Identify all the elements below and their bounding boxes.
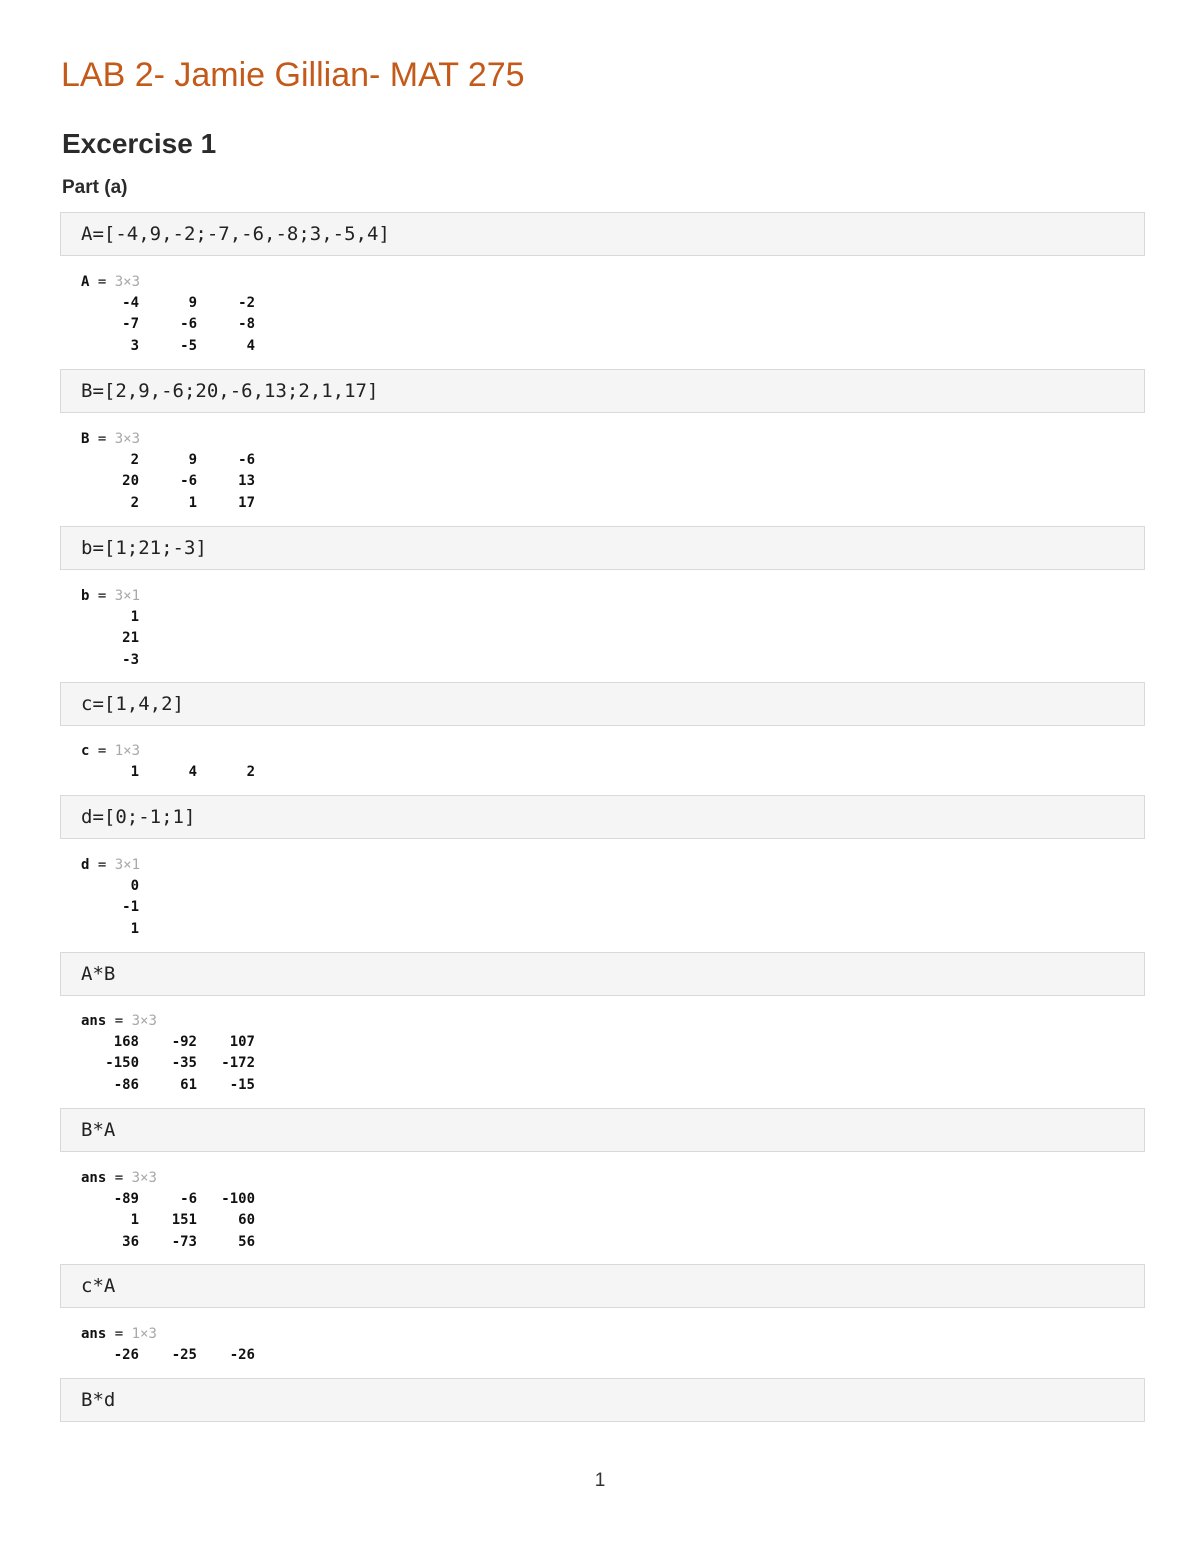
matrix-cell: -6 (180, 1191, 197, 1207)
code-text: B=[2,9,-6;20,-6,13;2,1,17] (81, 380, 379, 402)
matrix-cell: -35 (171, 1055, 197, 1072)
matrix-row (81, 293, 255, 314)
matrix-cell: -1 (122, 899, 139, 916)
matrix-output (81, 876, 139, 940)
matrix-output (81, 607, 139, 671)
output-variable: c (81, 743, 90, 759)
output-header (81, 429, 255, 450)
matrix-row (81, 450, 255, 471)
matrix-row (81, 628, 139, 649)
matrix-row (81, 1189, 255, 1210)
matrix-cell: 56 (238, 1233, 255, 1250)
output-dimension: 3×1 (114, 588, 141, 604)
output-equals: = (89, 431, 115, 447)
matrix-row (81, 493, 255, 514)
matrix-cell: 9 (188, 452, 197, 468)
output-equals: = (89, 588, 115, 604)
output-cell (81, 429, 255, 514)
output-variable: ans (81, 1170, 107, 1186)
matrix-cell: -2 (238, 295, 255, 311)
output-cell (81, 855, 140, 940)
page-number: 1 (594, 1470, 606, 1491)
matrix-cell: -26 (113, 1347, 139, 1363)
matrix-row (81, 919, 139, 940)
matrix-cell: 21 (122, 630, 139, 647)
matrix-cell: -6 (180, 316, 197, 333)
matrix-row (81, 1345, 255, 1366)
matrix-cell: 168 (113, 1034, 139, 1050)
matrix-cell: -3 (122, 651, 139, 668)
code-cell[interactable] (60, 1108, 1145, 1152)
matrix-row (81, 1232, 255, 1253)
matrix-cell: 1 (130, 764, 139, 780)
matrix-cell: -7 (122, 316, 139, 333)
matrix-row (81, 471, 255, 492)
matrix-cell: -92 (171, 1034, 197, 1050)
matrix-cell: -150 (105, 1055, 139, 1072)
matrix-row (81, 607, 139, 628)
matrix-cell: 2 (130, 494, 139, 511)
matrix-row (81, 1053, 255, 1074)
output-variable: ans (81, 1326, 107, 1342)
output-dimension: 1×3 (131, 1326, 157, 1342)
matrix-cell: -8 (238, 316, 255, 333)
matrix-row (81, 1032, 255, 1053)
code-cell[interactable] (60, 1378, 1145, 1422)
matrix-row (81, 897, 139, 918)
matrix-cell: -26 (229, 1347, 255, 1363)
matrix-cell: 4 (246, 337, 255, 354)
matrix-cell: -86 (113, 1076, 139, 1093)
subsection-heading: Part (a) (62, 177, 128, 198)
output-dimension: 3×3 (114, 274, 141, 290)
matrix-cell: 1 (130, 920, 139, 937)
matrix-cell: -4 (122, 295, 139, 311)
output-dimension: 1×3 (114, 743, 141, 759)
matrix-cell: -15 (229, 1076, 255, 1093)
output-variable: d (81, 857, 90, 873)
output-header (81, 741, 255, 762)
matrix-cell: -89 (113, 1191, 139, 1207)
output-equals: = (106, 1326, 132, 1342)
output-dimension: 3×1 (114, 857, 141, 873)
output-dimension: 3×3 (131, 1170, 157, 1186)
matrix-cell: -25 (171, 1347, 197, 1363)
matrix-output (81, 450, 255, 514)
matrix-row (81, 876, 139, 897)
matrix-cell: -6 (238, 452, 255, 468)
code-text: A*B (81, 963, 116, 985)
output-header (81, 272, 255, 293)
code-cell[interactable] (60, 952, 1145, 996)
matrix-cell: -172 (221, 1055, 255, 1072)
output-dimension: 3×3 (114, 431, 141, 447)
document-title: LAB 2- Jamie Gillian- MAT 275 (61, 56, 525, 94)
code-cell[interactable] (60, 795, 1145, 839)
matrix-cell: -6 (180, 473, 197, 490)
code-text: b=[1;21;-3] (81, 537, 207, 559)
matrix-output (81, 1345, 255, 1366)
matrix-cell: 20 (122, 473, 139, 490)
matrix-cell: 107 (229, 1034, 255, 1050)
matrix-row (81, 762, 255, 783)
output-header (81, 1324, 255, 1345)
output-equals: = (89, 274, 115, 290)
matrix-cell: -100 (221, 1191, 255, 1207)
output-cell (81, 1324, 255, 1366)
code-text: c=[1,4,2] (81, 693, 184, 715)
output-equals: = (106, 1170, 132, 1186)
matrix-output (81, 1032, 255, 1096)
matrix-row (81, 314, 255, 335)
matrix-cell: 0 (130, 878, 139, 894)
matrix-cell: 1 (130, 609, 139, 625)
code-text: B*A (81, 1119, 116, 1141)
output-variable: B (81, 431, 90, 447)
matrix-row (81, 336, 255, 357)
output-header (81, 855, 140, 876)
output-cell (81, 272, 255, 357)
code-text: d=[0;-1;1] (81, 806, 196, 828)
matrix-row (81, 1075, 255, 1096)
matrix-cell: 3 (130, 337, 139, 354)
matrix-cell: -73 (171, 1233, 197, 1250)
output-equals: = (89, 857, 115, 873)
matrix-row (81, 650, 139, 671)
matrix-cell: 2 (130, 452, 139, 468)
matrix-cell: 1 (130, 1212, 139, 1229)
code-cell[interactable] (60, 212, 1145, 256)
matrix-output (81, 1189, 255, 1253)
code-cell[interactable] (60, 1264, 1145, 1308)
matrix-cell: 61 (180, 1076, 197, 1093)
matrix-cell: 1 (188, 494, 197, 511)
output-cell (81, 1168, 255, 1253)
output-header (81, 1168, 255, 1189)
matrix-cell: 4 (188, 764, 197, 780)
matrix-cell: 2 (246, 764, 255, 780)
output-equals: = (89, 743, 115, 759)
code-text: A=[-4,9,-2;-7,-6,-8;3,-5,4] (81, 223, 390, 245)
matrix-cell: 60 (238, 1212, 255, 1229)
output-cell (81, 1011, 255, 1096)
output-equals: = (106, 1013, 132, 1029)
matrix-output (81, 293, 255, 357)
output-variable: b (81, 588, 90, 604)
matrix-cell: 36 (122, 1233, 139, 1250)
code-text: c*A (81, 1275, 116, 1297)
code-cell[interactable] (60, 682, 1145, 726)
output-header (81, 1011, 255, 1032)
output-variable: A (81, 274, 90, 290)
output-variable: ans (81, 1013, 107, 1029)
matrix-row (81, 1210, 255, 1231)
section-heading: Excercise 1 (62, 128, 217, 159)
matrix-cell: 17 (238, 494, 255, 511)
matrix-cell: 13 (238, 473, 255, 490)
matrix-cell: 151 (171, 1212, 197, 1229)
matrix-cell: 9 (188, 295, 197, 311)
code-cell[interactable] (60, 526, 1145, 570)
code-text: B*d (81, 1389, 116, 1411)
matrix-output (81, 762, 255, 783)
output-cell (81, 741, 255, 783)
code-cell[interactable] (60, 369, 1145, 413)
output-header (81, 586, 140, 607)
output-cell (81, 586, 140, 671)
matrix-cell: -5 (180, 337, 197, 354)
output-dimension: 3×3 (131, 1013, 157, 1029)
